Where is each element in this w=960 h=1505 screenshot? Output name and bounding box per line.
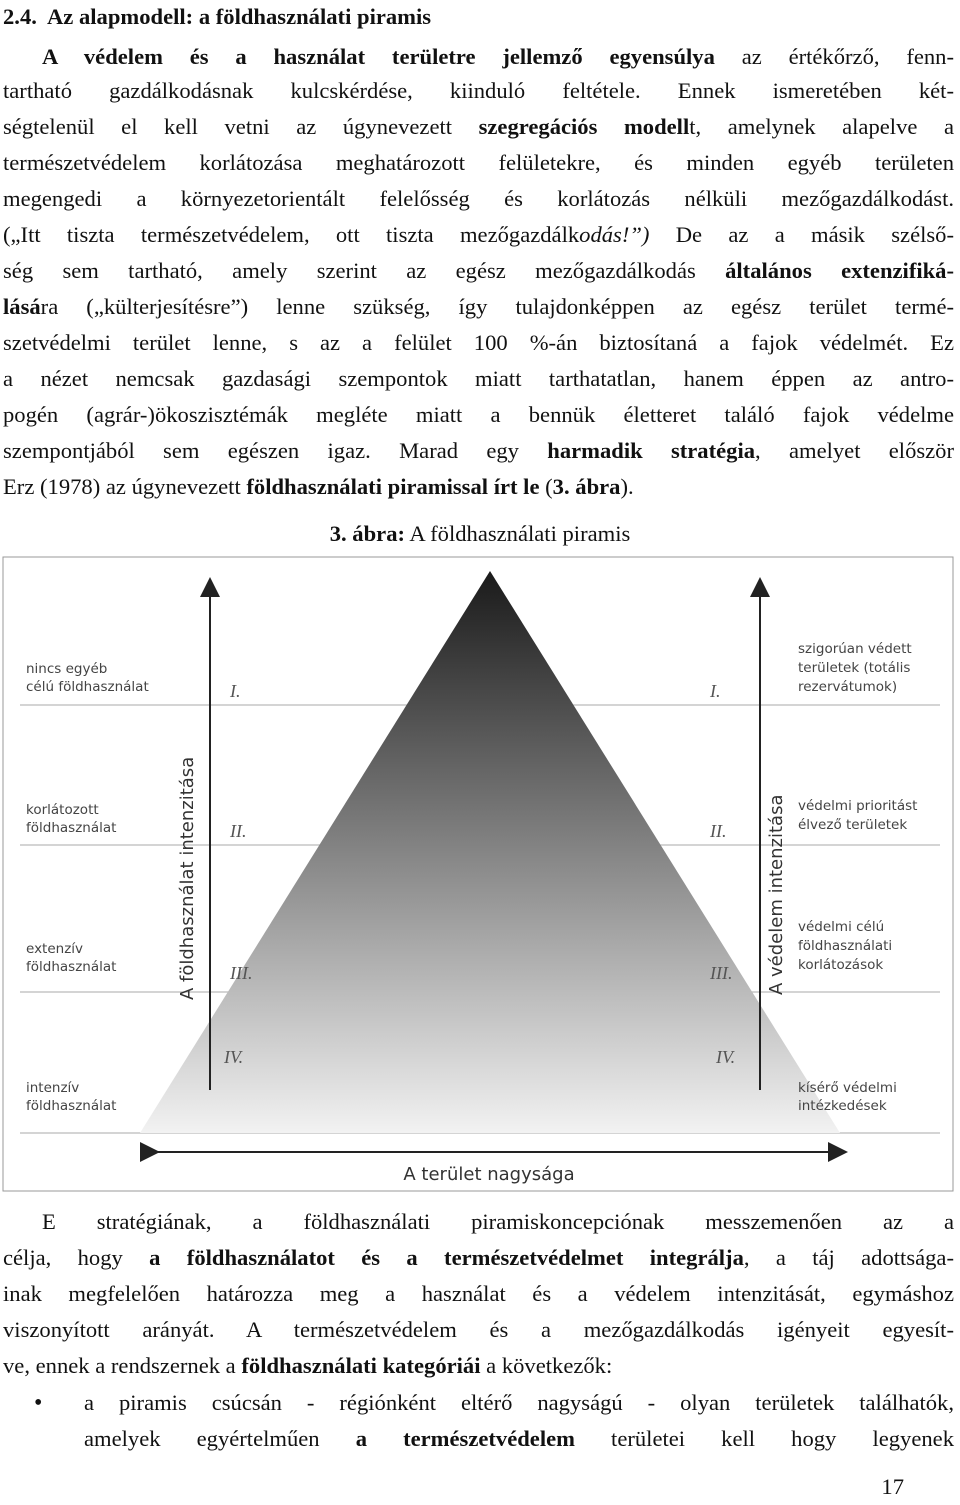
left-label-1-line-2: célú földhasználat	[26, 679, 149, 695]
right-label-4-line-1: kísérő védelmi	[798, 1080, 897, 1096]
para1-line-11: pogén (agrár-)ökoszisztémák megléte miatt a bennük életteret találó fajok védelme	[3, 402, 954, 427]
bullet-marker: •	[34, 1390, 43, 1416]
para1-line-9: szetvédelmi terület lenne, s az a felület 100 %-án biztosítaná a fajok védelmét. Ez	[3, 330, 954, 355]
para1-line-10: a nézet nemcsak gazdasági szempontok miatt tarthatatlan, hanem éppen az antro-	[3, 366, 954, 391]
section-title: Az alapmodell: a földhasználati piramis	[46, 4, 432, 29]
section-number: 2.4.	[3, 4, 37, 29]
level-label-left-3: III.	[230, 963, 253, 983]
para1-line-2: tartható gazdálkodásnak kulcskérdése, kiinduló feltétele. Ennek ismeretében két-	[3, 78, 954, 103]
para2-line-3: inak megfelelően határozza meg a használat és a védelem intenzitását, egymáshoz	[3, 1281, 954, 1306]
left-label-4-line-2: földhasználat	[26, 1098, 117, 1114]
para1-line-1: A védelem és a használat területre jellemző egyensúlya az értékőrző, fenn-	[42, 44, 954, 69]
right-label-3-line-1: védelmi célú	[798, 919, 885, 935]
left-label-4-line-1: intenzív	[26, 1080, 80, 1096]
para1-line-7: ség sem tartható, amely szerint az egész mezőgazdálkodás általános extenzifiká-	[3, 258, 955, 283]
para1-line-8: lására („külterjesítésre”) lenne szükség, így tulajdonképpen az egész terület termé-	[3, 294, 954, 319]
left-label-2-line-1: korlátozott	[26, 802, 99, 818]
level-label-right-3: III.	[710, 963, 733, 983]
para1-line-3: ségtelenül el kell vetni az úgynevezett szegregációs modellt, amelynek alapelve a	[3, 114, 954, 139]
left-label-3-line-1: extenzív	[26, 941, 84, 957]
level-label-left-1: I.	[230, 681, 241, 701]
page-number: 17	[881, 1474, 904, 1499]
left-label-2-line-2: földhasználat	[26, 820, 117, 836]
level-label-left-4: IV.	[224, 1047, 244, 1067]
para2-line-5: ve, ennek a rendszernek a földhasználati kategóriái a következők:	[3, 1353, 613, 1378]
right-label-2-line-2: élvező területek	[798, 817, 908, 833]
left-axis-label: A földhasználat intenzitása	[177, 756, 198, 1000]
para2-line-4: viszonyított arányát. A természetvédelem és a mezőgazdálkodás igényeit egyesít-	[3, 1317, 954, 1342]
para1-line-4: természetvédelem korlátozása meghatározott felületekre, és minden egyéb területen	[3, 150, 954, 175]
para1-line-5: megengedi a környezetorientált felelősség és korlátozás nélküli mezőgazdálkodást.	[3, 186, 954, 211]
right-label-3-line-3: korlátozások	[798, 957, 884, 973]
para1-line-13: Erz (1978) az úgynevezett földhasználati piramissal írt le (3. ábra).	[3, 474, 634, 499]
right-label-1-line-3: rezervátumok)	[798, 679, 898, 695]
right-label-3-line-2: földhasználati	[798, 938, 893, 954]
para1-line-12: szempontjából sem egészen igaz. Marad egy harmadik stratégia, amelyet először	[3, 438, 955, 463]
bottom-axis-label: A terület nagysága	[403, 1164, 575, 1185]
level-label-left-2: II.	[230, 821, 247, 841]
right-label-2-line-1: védelmi prioritást	[798, 798, 918, 814]
right-label-1-line-2: területek (totális	[798, 660, 911, 676]
right-label-1-line-1: szigorúan védett	[798, 641, 912, 657]
land-use-pyramid-figure	[0, 555, 960, 1195]
level-label-right-2: II.	[710, 821, 727, 841]
bullet-1-line-1: a piramis csúcsán - régiónként eltérő nagyságú - olyan területek találhatók,	[84, 1390, 954, 1415]
right-axis-label: A védelem intenzitása	[766, 794, 787, 995]
left-label-3-line-2: földhasználat	[26, 959, 117, 975]
section-heading	[3, 0, 954, 34]
para2-line-2: célja, hogy a földhasználatot és a természetvédelmet integrálja, a táj adottsága-	[3, 1245, 954, 1270]
para2-line-1: E stratégiának, a földhasználati piramiskoncepciónak messzemenően az a	[42, 1209, 954, 1234]
bullet-1-line-2: amelyek egyértelműen a természetvédelem területei kell hogy legyenek	[84, 1426, 954, 1451]
level-label-right-1: I.	[710, 681, 721, 701]
left-label-1-line-1: nincs egyéb	[26, 661, 108, 677]
level-label-right-4: IV.	[716, 1047, 736, 1067]
right-label-4-line-2: intézkedések	[798, 1098, 887, 1114]
para1-line-6: („Itt tiszta természetvédelem, ott tiszta mezőgazdálkodás!”) De az a másik szélső-	[3, 222, 954, 247]
figure-caption: 3. ábra: A földhasználati piramis	[329, 521, 631, 546]
